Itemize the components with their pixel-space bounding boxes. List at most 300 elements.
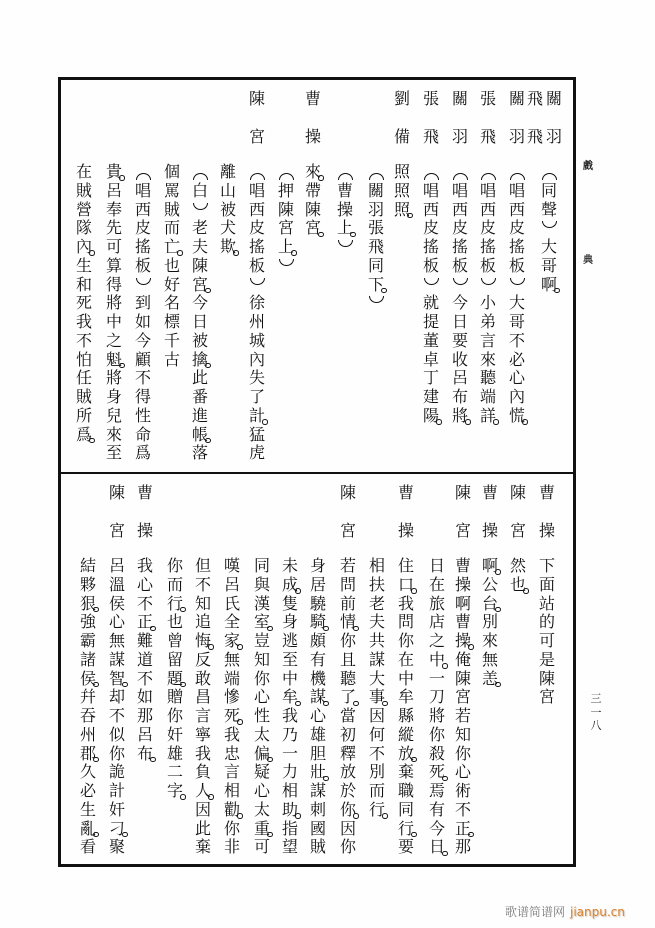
- period-mark: [295, 588, 301, 594]
- open-paren-mark: [276, 163, 296, 182]
- glyph: 縣: [397, 706, 414, 725]
- glyph: 心: [454, 762, 471, 782]
- glyph: 建: [422, 387, 439, 406]
- speaker-name: [247, 80, 267, 155]
- glyph: 弟: [479, 312, 496, 331]
- glyph: 羽: [451, 126, 468, 146]
- glyph: 住: [397, 556, 414, 575]
- glyph: 追: [194, 612, 211, 632]
- glyph: 因: [368, 706, 385, 725]
- glyph: 俺: [454, 649, 471, 669]
- glyph: 下: [538, 556, 555, 575]
- glyph: 溫: [108, 574, 125, 594]
- glyph: 丁: [422, 368, 439, 388]
- speaker-name: [507, 80, 527, 155]
- watermark-site-name: 歌谱简谱网: [505, 905, 566, 919]
- glyph: 小: [479, 293, 496, 313]
- glyph: 郡: [78, 745, 98, 764]
- glyph: 飛: [526, 126, 543, 146]
- glyph: 計: [108, 781, 125, 800]
- glyph: 古: [163, 349, 180, 369]
- glyph: 西: [508, 199, 525, 219]
- glyph: 縱: [397, 724, 414, 744]
- glyph: 操: [136, 520, 153, 540]
- period-mark: [180, 794, 186, 800]
- glyph: 口: [396, 576, 416, 595]
- glyph: 宮: [108, 520, 125, 540]
- glyph: 了: [338, 688, 358, 707]
- glyph: 偏: [252, 745, 272, 764]
- glyph: 犬: [219, 218, 236, 238]
- glyph: 強: [79, 612, 96, 632]
- glyph: 爲: [74, 426, 94, 445]
- glyph: 啊: [454, 593, 471, 613]
- glyph: 騎: [308, 613, 328, 632]
- glyph: 雄: [309, 724, 326, 744]
- glyph: 賊: [163, 199, 180, 219]
- close-paren-mark: [450, 276, 470, 295]
- glyph: 板: [248, 255, 265, 275]
- glyph: 陽: [421, 407, 441, 426]
- glyph: 皮: [134, 218, 151, 238]
- dialogue-text: [78, 557, 98, 857]
- glyph: 當: [339, 706, 356, 725]
- glyph: 內: [508, 387, 525, 406]
- glyph: 別: [368, 762, 385, 782]
- glyph: 詳: [478, 407, 498, 426]
- glyph: 板: [422, 255, 439, 275]
- glyph: 面: [538, 574, 555, 594]
- glyph: 呂: [223, 574, 240, 594]
- dialogue-text: [427, 557, 447, 857]
- glyph: 飛: [526, 89, 543, 108]
- glyph: 怕: [75, 349, 92, 369]
- glyph: 將: [450, 407, 470, 426]
- glyph: 謀: [108, 649, 125, 669]
- glyph: 也: [508, 576, 528, 595]
- glyph: 陳: [108, 483, 125, 502]
- page-number: [589, 692, 603, 733]
- glyph: 如: [134, 312, 151, 331]
- glyph: 幷: [79, 687, 96, 707]
- glyph: 陳: [454, 483, 471, 502]
- glyph: 此: [194, 818, 211, 838]
- glyph: 操: [454, 574, 471, 594]
- glyph: 負: [194, 762, 211, 782]
- glyph: 知: [194, 593, 211, 613]
- glyph: 皮: [248, 218, 265, 238]
- period-mark: [119, 175, 125, 181]
- glyph: 所: [75, 405, 92, 425]
- glyph: 侯: [78, 670, 98, 689]
- glyph: 不: [454, 799, 471, 819]
- close-paren-mark: [478, 276, 498, 295]
- close-paren-mark: [507, 276, 527, 295]
- glyph: 店: [428, 612, 445, 632]
- glyph: 此: [191, 368, 208, 388]
- period-mark: [442, 663, 448, 669]
- dialogue-text: [252, 557, 272, 857]
- glyph: 謀: [309, 781, 326, 800]
- glyph: 然: [509, 556, 526, 575]
- open-paren-mark: [539, 163, 559, 182]
- glyph: 奉: [105, 199, 122, 219]
- speaker-name: [338, 474, 358, 549]
- glyph: 似: [108, 724, 125, 744]
- period-mark: [495, 569, 501, 575]
- glyph: 無: [481, 649, 498, 669]
- glyph: 日: [451, 312, 468, 331]
- glyph: 宮: [454, 687, 471, 707]
- glyph: 唱: [422, 180, 439, 200]
- period-mark: [442, 851, 448, 857]
- glyph: 劉: [393, 89, 410, 108]
- glyph: 徐: [248, 293, 265, 313]
- watermark-site-url: jianpu.cn: [570, 905, 625, 919]
- dialogue-text: [280, 557, 300, 857]
- glyph: 顧: [134, 349, 151, 369]
- glyph: 呂: [108, 556, 125, 575]
- glyph: 死: [427, 763, 447, 782]
- dialogue-text: [392, 163, 412, 219]
- period-mark: [436, 419, 442, 425]
- period-mark: [150, 757, 156, 763]
- dialogue-text: [453, 557, 473, 857]
- glyph: 猛: [248, 424, 265, 444]
- glyph: 家: [222, 632, 242, 651]
- glyph: 中: [281, 668, 298, 688]
- glyph: 唱: [248, 180, 265, 200]
- glyph: 關: [545, 89, 562, 108]
- glyph: 不: [75, 330, 92, 350]
- glyph: 二: [166, 762, 183, 782]
- glyph: 就: [422, 293, 439, 313]
- glyph: 聽: [339, 668, 356, 688]
- glyph: 皮: [508, 218, 525, 238]
- glyph: 操: [481, 520, 498, 540]
- glyph: 進: [191, 405, 208, 425]
- glyph: 事: [367, 688, 387, 707]
- glyph: 日: [428, 556, 445, 575]
- glyph: 搖: [479, 237, 496, 256]
- glyph: 飛: [479, 126, 496, 146]
- dialogue-text: [421, 163, 441, 426]
- glyph: 公: [481, 574, 498, 594]
- glyph: 不: [136, 668, 153, 688]
- glyph: 別: [481, 612, 498, 632]
- close-paren-mark: [133, 276, 153, 295]
- glyph: 皮: [422, 218, 439, 238]
- glyph: 難: [136, 631, 153, 650]
- glyph: 你: [108, 743, 125, 763]
- glyph: 宮: [339, 520, 356, 540]
- glyph: 賊: [75, 387, 92, 406]
- glyph: 哥: [540, 255, 557, 275]
- glyph: 是: [538, 649, 555, 669]
- glyph: 贈: [166, 687, 183, 707]
- glyph: 行: [396, 820, 416, 839]
- glyph: 董: [422, 330, 439, 350]
- period-mark: [237, 644, 243, 650]
- glyph: 而: [368, 781, 385, 800]
- glyph: 在: [428, 574, 445, 594]
- dialogue-text: [193, 557, 213, 857]
- glyph: 好: [163, 274, 180, 294]
- glyph: 一: [590, 705, 602, 719]
- glyph: 宮: [454, 520, 471, 540]
- glyph: 宮: [303, 219, 323, 238]
- speaker-name-secondary: [525, 80, 545, 155]
- dialogue-text: [247, 163, 267, 463]
- glyph: 共: [368, 631, 385, 650]
- glyph: 心: [253, 687, 270, 707]
- glyph: 搖: [422, 237, 439, 256]
- glyph: 重: [252, 820, 272, 839]
- glyph: 必: [508, 349, 525, 369]
- glyph: 山: [219, 180, 236, 200]
- glyph: 同: [253, 556, 270, 575]
- glyph: 任: [75, 368, 92, 388]
- glyph: 情: [338, 613, 358, 632]
- glyph: 言: [479, 330, 496, 350]
- glyph: 中: [105, 312, 122, 331]
- glyph: 張: [479, 89, 496, 108]
- glyph: 你: [223, 818, 240, 838]
- glyph: 賊: [75, 180, 92, 200]
- dialogue-text: [303, 163, 323, 238]
- glyph: 問: [397, 612, 414, 632]
- glyph: 照: [392, 201, 412, 220]
- glyph: 將: [105, 293, 122, 313]
- dialogue-text: [135, 557, 155, 763]
- glyph: 不: [134, 368, 151, 388]
- glyph: 陳: [538, 668, 555, 688]
- dialogue-text: [74, 163, 94, 444]
- glyph: 板: [508, 255, 525, 275]
- glyph: 個: [163, 162, 180, 181]
- glyph: 帳: [190, 426, 210, 445]
- glyph: 題: [165, 670, 185, 689]
- glyph: 張: [367, 218, 384, 238]
- glyph: 操: [453, 632, 473, 651]
- dialogue-text: [367, 557, 387, 820]
- running-head-char: 典: [583, 255, 593, 266]
- glyph: 乃: [281, 724, 298, 744]
- glyph: 擒: [190, 351, 210, 370]
- glyph: 陳: [509, 483, 526, 502]
- glyph: 機: [309, 668, 326, 688]
- glyph: 我: [75, 312, 92, 331]
- glyph: 唱: [134, 180, 151, 200]
- glyph: 操: [538, 520, 555, 540]
- glyph: 城: [248, 330, 265, 350]
- period-mark: [465, 419, 471, 425]
- glyph: 操: [397, 520, 414, 540]
- speaker-name: [107, 474, 127, 549]
- glyph: 行: [165, 595, 185, 614]
- glyph: 一: [281, 743, 298, 763]
- glyph: 正: [135, 613, 155, 632]
- glyph: 行: [367, 801, 387, 820]
- glyph: 台: [480, 595, 500, 614]
- glyph: 之: [105, 330, 122, 350]
- glyph: 性: [134, 405, 151, 425]
- glyph: 刁: [107, 820, 127, 839]
- dialogue-text: [480, 557, 500, 688]
- dialogue-text: [539, 163, 559, 294]
- glyph: 初: [339, 724, 356, 744]
- dialogue-text: [308, 557, 328, 857]
- glyph: 心: [508, 368, 525, 388]
- glyph: 知: [454, 724, 471, 744]
- speaker-name: [396, 474, 416, 549]
- glyph: 昌: [194, 687, 211, 707]
- dialogue-text: [508, 557, 528, 595]
- glyph: 來: [303, 163, 323, 182]
- glyph: 哥: [508, 312, 525, 331]
- glyph: 因: [339, 818, 356, 838]
- glyph: 帶: [304, 180, 321, 200]
- glyph: 標: [163, 312, 180, 331]
- glyph: 曹: [304, 89, 321, 108]
- glyph: 吞: [79, 706, 96, 725]
- glyph: 得: [105, 274, 122, 294]
- glyph: 宮: [509, 520, 526, 540]
- glyph: 你: [454, 743, 471, 763]
- glyph: 刺: [309, 799, 326, 819]
- close-paren-mark: [366, 294, 386, 313]
- glyph: 今: [191, 293, 208, 313]
- speaker-name: [537, 474, 557, 549]
- glyph: 奸: [108, 799, 125, 819]
- glyph: 亂: [78, 820, 98, 839]
- speaker-name: [421, 80, 441, 155]
- glyph: 死: [222, 707, 242, 726]
- glyph: 聚: [108, 837, 125, 857]
- glyph: 八: [590, 719, 602, 732]
- glyph: 兒: [105, 405, 122, 425]
- glyph: 與: [253, 574, 270, 594]
- glyph: 貴: [104, 163, 124, 182]
- glyph: 那: [454, 837, 471, 857]
- glyph: 站: [538, 593, 555, 613]
- period-mark: [177, 250, 183, 256]
- glyph: 詭: [108, 762, 125, 782]
- glyph: 關: [451, 89, 468, 108]
- glyph: 宮: [538, 687, 555, 707]
- glyph: 被: [219, 199, 236, 219]
- glyph: 前: [339, 593, 356, 613]
- glyph: 曹: [136, 483, 153, 502]
- glyph: 望: [281, 837, 298, 857]
- glyph: 生: [75, 255, 92, 275]
- glyph: 一: [428, 668, 445, 688]
- glyph: 生: [79, 799, 96, 819]
- glyph: 指: [281, 818, 298, 838]
- glyph: 頗: [309, 631, 326, 650]
- period-mark: [208, 794, 214, 800]
- dialogue-text: [162, 163, 182, 369]
- stage-direction: [335, 163, 355, 257]
- glyph: 正: [453, 820, 473, 839]
- glyph: 將: [105, 368, 122, 388]
- glyph: 爲: [134, 443, 151, 463]
- glyph: 陳: [304, 199, 321, 219]
- glyph: 今: [134, 330, 151, 350]
- open-paren-mark: [478, 163, 498, 182]
- glyph: 你: [397, 631, 414, 650]
- period-mark: [318, 175, 324, 181]
- glyph: 力: [281, 762, 298, 782]
- glyph: 命: [134, 424, 151, 444]
- period-mark: [554, 288, 560, 294]
- glyph: 上: [335, 219, 355, 238]
- glyph: 隊: [75, 218, 92, 238]
- glyph: 板: [451, 255, 468, 275]
- glyph: 今: [451, 293, 468, 313]
- glyph: 反: [194, 649, 211, 669]
- speaker-name: [508, 474, 528, 549]
- glyph: 曹: [481, 483, 498, 502]
- dialogue-text: [338, 557, 358, 857]
- glyph: 太: [253, 799, 270, 819]
- glyph: 羽: [367, 199, 384, 219]
- glyph: 西: [451, 199, 468, 219]
- speaker-name: [392, 80, 412, 155]
- glyph: 放: [396, 745, 416, 764]
- glyph: 至: [105, 443, 122, 463]
- glyph: 唱: [451, 180, 468, 200]
- glyph: 久: [79, 762, 96, 782]
- glyph: 曾: [166, 631, 183, 650]
- open-paren-mark: [421, 163, 441, 182]
- glyph: 牟: [397, 687, 414, 707]
- glyph: 知: [253, 649, 270, 669]
- glyph: 欺: [218, 238, 238, 257]
- glyph: 白: [191, 180, 208, 200]
- speaker-name: [453, 474, 473, 549]
- glyph: 心: [253, 781, 270, 800]
- glyph: 相: [223, 781, 240, 800]
- glyph: 也: [166, 612, 183, 632]
- glyph: 未: [281, 556, 298, 575]
- glyph: 寧: [194, 724, 211, 744]
- glyph: 你: [253, 668, 270, 688]
- glyph: 唱: [479, 180, 496, 200]
- glyph: 先: [105, 218, 122, 238]
- glyph: 上: [276, 238, 296, 257]
- dialogue-text: [190, 163, 210, 463]
- dialogue-text: [222, 557, 242, 857]
- glyph: 啊: [539, 276, 559, 295]
- glyph: 術: [454, 781, 471, 800]
- glyph: 壯: [308, 763, 328, 782]
- glyph: 你: [166, 556, 183, 575]
- glyph: 了: [248, 387, 265, 406]
- glyph: 相: [281, 781, 298, 800]
- glyph: 板: [479, 255, 496, 275]
- period-mark: [381, 288, 387, 294]
- open-paren-mark: [335, 163, 355, 182]
- glyph: 助: [280, 801, 300, 820]
- dialogue-text: [478, 163, 498, 426]
- glyph: 焉: [428, 781, 445, 800]
- glyph: 西: [422, 199, 439, 219]
- glyph: 有: [428, 799, 445, 819]
- glyph: 內: [74, 238, 94, 257]
- glyph: 陳: [248, 89, 265, 108]
- glyph: 布: [135, 745, 155, 764]
